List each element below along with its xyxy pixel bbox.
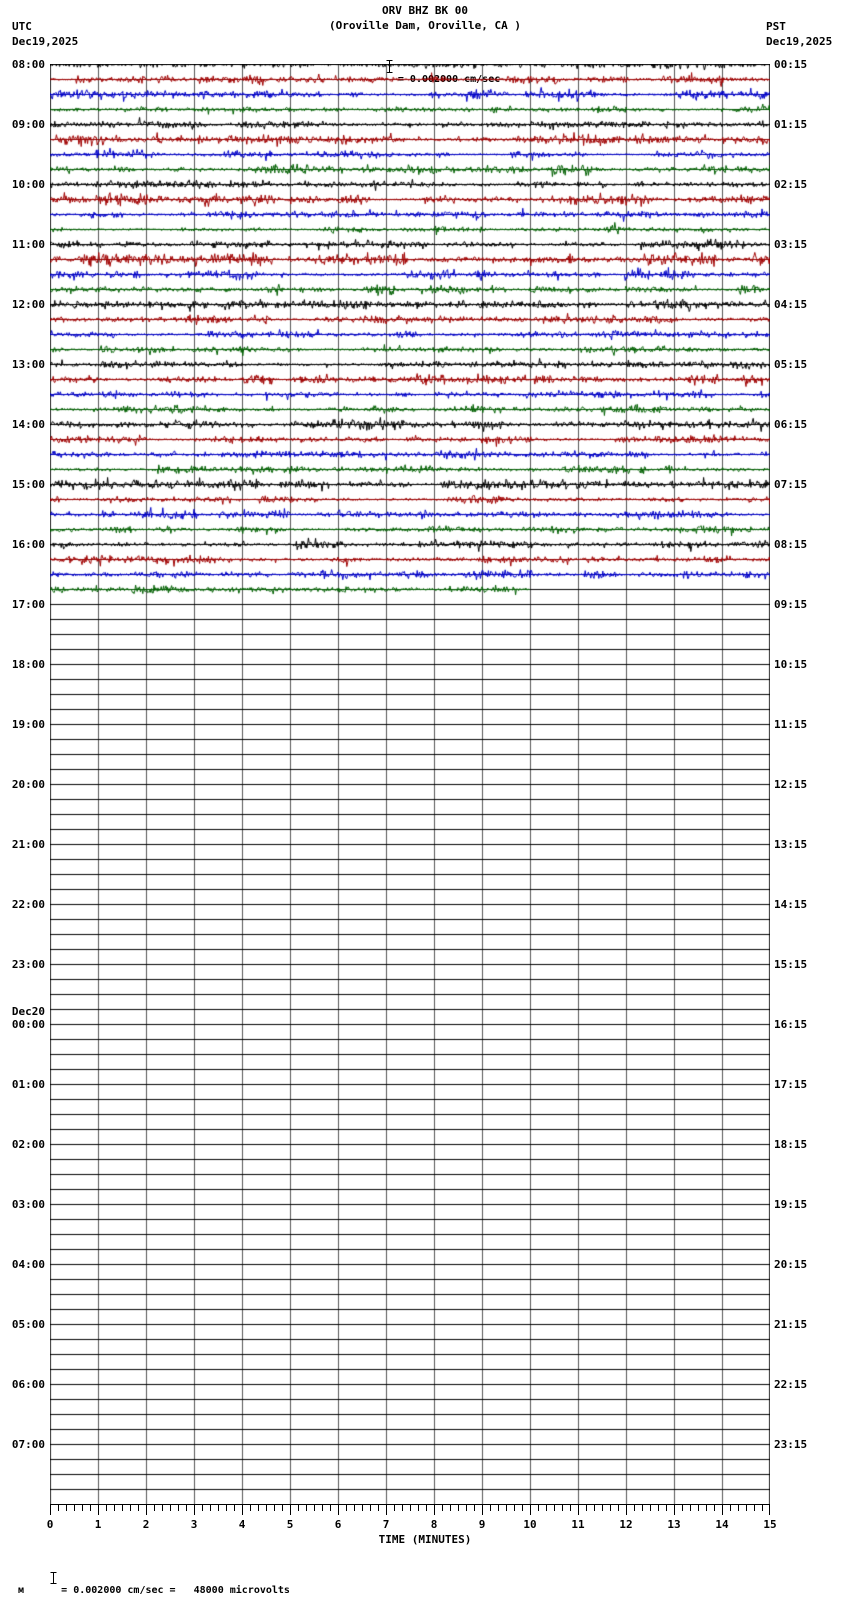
left-time-label: 13:00 — [11, 358, 45, 371]
station-location: (Oroville Dam, Oroville, CA ) — [328, 19, 522, 32]
left-timezone-label: UTC — [12, 20, 32, 33]
right-time-label: 17:15 — [774, 1078, 808, 1091]
footer-scale-note — [6, 1550, 290, 1598]
right-time-label: 06:15 — [774, 418, 808, 431]
x-tick-label: 3 — [190, 1518, 198, 1531]
left-time-label: 01:00 — [11, 1078, 45, 1091]
x-tick-label: 13 — [667, 1518, 681, 1531]
left-time-label: 22:00 — [11, 898, 45, 911]
x-tick-label: 0 — [46, 1518, 54, 1531]
right-time-label: 09:15 — [774, 598, 808, 611]
left-time-label: 23:00 — [11, 958, 45, 971]
right-time-label: 03:15 — [774, 238, 808, 251]
left-time-label: 17:00 — [11, 598, 45, 611]
right-time-label: 04:15 — [774, 298, 808, 311]
left-time-label: 09:00 — [11, 118, 45, 131]
left-time-label: 04:00 — [11, 1258, 45, 1271]
right-time-label: 08:15 — [774, 538, 808, 551]
right-time-label: 20:15 — [774, 1258, 808, 1271]
right-time-label: 12:15 — [774, 778, 808, 791]
page-title: ORV BHZ BK 00 — [381, 4, 469, 17]
x-tick-label: 14 — [715, 1518, 729, 1531]
left-time-label: 06:00 — [11, 1378, 45, 1391]
x-tick-label: 1 — [94, 1518, 102, 1531]
left-time-label: 02:00 — [11, 1138, 45, 1151]
right-time-label: 22:15 — [774, 1378, 808, 1391]
left-time-label: 07:00 — [11, 1438, 45, 1451]
right-time-label: 15:15 — [774, 958, 808, 971]
right-time-label: 13:15 — [774, 838, 808, 851]
footer-text: = 0.002000 cm/sec = 48000 microvolts — [61, 1585, 290, 1596]
footer-scale-bar-icon — [26, 1561, 57, 1598]
left-time-label: 12:00 — [11, 298, 45, 311]
right-timezone-label: PST — [766, 20, 786, 33]
left-date-label: Dec19,2025 — [12, 35, 79, 48]
x-tick-label: 8 — [430, 1518, 438, 1531]
right-time-label: 00:15 — [774, 58, 808, 71]
x-axis-title: TIME (MINUTES) — [378, 1533, 472, 1546]
left-time-label: 03:00 — [11, 1198, 45, 1211]
left-time-label: 05:00 — [11, 1318, 45, 1331]
x-tick-label: 5 — [286, 1518, 294, 1531]
x-axis-ticks — [50, 1504, 770, 1516]
x-tick-label: 2 — [142, 1518, 150, 1531]
left-time-label: 08:00 — [11, 58, 45, 71]
left-time-label: 20:00 — [11, 778, 45, 791]
right-time-label: 19:15 — [774, 1198, 808, 1211]
x-tick-label: 7 — [382, 1518, 390, 1531]
right-time-label: 23:15 — [774, 1438, 808, 1451]
left-time-label: Dec20 — [11, 1005, 45, 1018]
left-time-label: 15:00 — [11, 478, 45, 491]
right-time-label: 02:15 — [774, 178, 808, 191]
right-time-label: 14:15 — [774, 898, 808, 911]
left-time-label: 19:00 — [11, 718, 45, 731]
right-time-label: 10:15 — [774, 658, 808, 671]
right-date-label: Dec19,2025 — [766, 35, 833, 48]
x-tick-label: 9 — [478, 1518, 486, 1531]
footer-prefix: м — [18, 1585, 25, 1596]
left-time-label: 18:00 — [11, 658, 45, 671]
left-time-label: 21:00 — [11, 838, 45, 851]
x-tick-label: 10 — [523, 1518, 537, 1531]
right-time-label: 05:15 — [774, 358, 808, 371]
right-time-label: 01:15 — [774, 118, 808, 131]
seismogram-canvas — [50, 64, 770, 1504]
x-tick-label: 6 — [334, 1518, 342, 1531]
left-time-label: 00:00 — [11, 1018, 45, 1031]
x-tick-label: 12 — [619, 1518, 633, 1531]
left-time-label: 16:00 — [11, 538, 45, 551]
right-time-label: 18:15 — [774, 1138, 808, 1151]
right-time-label: 07:15 — [774, 478, 808, 491]
right-time-label: 16:15 — [774, 1018, 808, 1031]
left-time-label: 10:00 — [11, 178, 45, 191]
right-time-label: 11:15 — [774, 718, 808, 731]
x-tick-label: 11 — [571, 1518, 585, 1531]
left-time-label: 11:00 — [11, 238, 45, 251]
x-tick-label: 15 — [763, 1518, 777, 1531]
left-time-label: 14:00 — [11, 418, 45, 431]
right-time-label: 21:15 — [774, 1318, 808, 1331]
seismogram-plot[interactable] — [50, 64, 770, 1504]
x-tick-label: 4 — [238, 1518, 246, 1531]
